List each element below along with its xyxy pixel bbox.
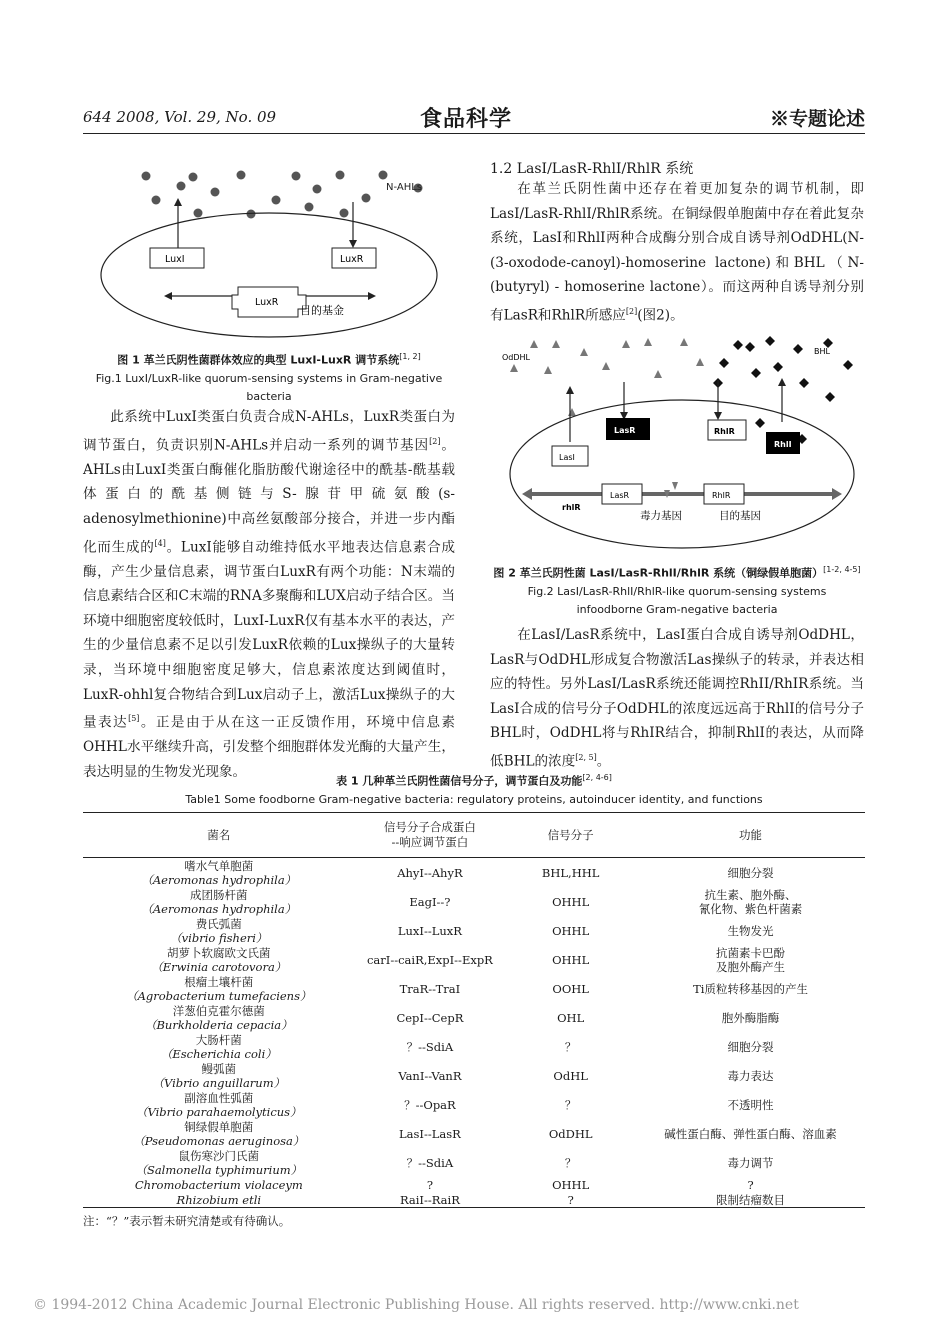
table-header-row [83,813,865,858]
table-note: 注：“？”表示暂未研究清楚或有待确认。 [83,1214,291,1228]
function-cell: 细胞分裂 [727,865,774,880]
luxr-label: LuxR [340,254,364,265]
table-row [83,1119,865,1148]
fig2-caption-ref: [1-2, 4-5] [823,565,861,574]
luxr-operon-label: LuxR [255,297,279,308]
protein-cell: ? [426,1177,433,1192]
species-cell: Rhizobium etli [83,1192,355,1208]
header-protein: 信号分子合成蛋白 --响应调节蛋白 [355,813,506,858]
function-cell: 细胞分裂 [727,1039,774,1054]
species-cell: Chromobacterium violaceym [134,1177,303,1192]
species-cell: 根瘤土壤杆菌 （Agrobacterium tumefaciens） [126,974,312,1003]
table-row [83,887,865,916]
function-cell: 胞外酶脂酶 [721,1010,780,1025]
signal-cell: OHHL [552,894,590,909]
bhl-label: BHL [814,347,830,356]
fig2-caption-cn: 图 2 革兰氏阴性菌 LasI/LasR-RhlI/RhlR 系统（铜绿假单胞菌） [493,566,824,580]
table-row [83,945,865,974]
species-cell: 胡萝卜软腐欧文氏菌 （Erwinia carotovora） [151,945,287,974]
species-cell: 大肠杆菌 （Escherichia coli） [160,1032,277,1061]
fig1-caption-cn: 图 1 革兰氏阴性菌群体效应的典型 LuxI-LuxR 调节系统 [117,353,400,367]
function-cell: 生物发光 [727,923,774,938]
oddhl-label: OdDHL [502,353,531,362]
toxin-genes-label: 毒力基因 [640,510,682,522]
species-cell: 铜绿假单胞菌 （Pseudomonas aeruginosa） [133,1119,305,1148]
signal-cell: ? [505,1192,636,1208]
function-cell: 不透明性 [727,1097,774,1112]
lasr-gene-label: LasR [610,491,630,500]
protein-cell: ？--OpaR [404,1097,456,1112]
cell-membrane [101,213,437,337]
rhlr-box-label: RhlR [714,427,735,436]
table-row [83,858,865,888]
signal-cell: OHL [557,1010,585,1025]
left-paragraph: 此系统中LuxI类蛋白负责合成N-AHLs，LuxR类蛋白为调节蛋白，负责识别N-AHLs并启动一系列的调节基因[2]。AHLs由LuxI类蛋白酶催化脂肪酸代谢途径中的酰基-酰基载体蛋白的酰基侧链与S-腺苷甲硫氨酸(s-adenosylmethionine)中高丝氨酸部分接合，并进一步内酯化而生成的[4]。LuxI能够自动维持低水平地表达信息素合成酶，产生少量信息素，调节蛋白LuxR有两个功能：N末端的信息素结合区和C末端的RNA多聚酶和LUX启动子结合区。当环境中细胞密度较低时，LuxI-LuxR仅有基本水平的表达，产生的少量信息素不足以引发LuxR依赖的Lux操纵子的大量转录，当环境中细胞密度足够大，信息素浓度达到阈值时，LuxR-ohhl复合物结合到Lux启动子上，激活Lux操纵子的大量表达[5]。正是由于从在这一正反馈作用，环境中信息素OHHL水平继续升高，引发整个细胞群体发光酶的大量产生，表达明显的生物发光现象。 [83,409,456,780]
table-row [83,1003,865,1032]
table-row [83,1148,865,1177]
protein-cell: LasI--LasR [399,1126,461,1141]
species-cell: 鳗弧菌 （Vibrio anguillarum） [152,1061,286,1090]
protein-cell: CepI--CepR [396,1010,464,1025]
function-cell: 抗菌素卡巴酚 及胞外酶产生 [716,945,786,974]
figure-1-diagram [90,150,460,350]
signal-cell: OOHL [552,981,589,996]
table-row [83,1177,865,1192]
signal-cell: OHHL [552,952,590,967]
header-signal: 信号分子 [505,813,636,858]
target-genes-label: 目的基金 [300,304,344,317]
signal-cell: ？ [564,1097,577,1112]
function-cell: ? [747,1177,754,1192]
table-1-title: 表 1 几种革兰氏阴性菌信号分子，调节蛋白及功能[2, 4-6] Table1 Some foodborne Gram-negative bacteria: regulatory proteins, autoinducer identity, and functions [185,773,763,806]
copyright-footer: © 1994-2012 China Academic Journal Electronic Publishing House. All rights reserved. http://www.cnki.net [33,1297,799,1313]
protein-cell: ？--SdiA [406,1155,454,1170]
figure-2-diagram [492,322,864,552]
journal-logo: 食品科学 [420,107,513,132]
protein-cell: TraR--TraI [399,981,461,996]
cell-membrane-2 [510,400,854,548]
page-header-volume: 644 2008, Vol. 29, No. 09 [83,108,277,126]
signal-cell: ？ [564,1155,577,1170]
protein-cell: RaiI--RaiR [355,1192,506,1208]
nahls-label: N-AHLs [386,182,423,193]
signal-cell: OdHL [553,1068,588,1083]
fig1-caption-en-2: bacteria [246,389,292,403]
species-cell: 嗜水气单胞菌 （Aeromonas hydrophila） [141,858,297,887]
table-row [83,974,865,1003]
species-cell: 成团肠杆菌 （Aeromonas hydrophila） [141,887,297,916]
function-cell: 限制结瘤数目 [636,1192,865,1208]
protein-cell: VanI--VanR [398,1068,462,1083]
section-label: ※专题论述 [769,108,865,130]
nahl-dots [142,171,423,219]
table-row [83,916,865,945]
figure-1-caption [83,348,455,406]
section-heading: 1.2 LasI/LasR-RhlI/RhlR 系统 [490,161,694,177]
lasi-label: LasI [559,453,575,462]
header-rule [83,133,865,134]
figure-2-caption [490,561,864,619]
signal-cell: BHL,HHL [541,865,600,880]
table-row [83,1061,865,1090]
header-species: 菌名 [83,813,355,858]
protein-cell: LuxI--LuxR [397,923,462,938]
signal-cell: ？ [564,1039,577,1054]
protein-cell: carI--caiR,ExpI--ExpR [366,952,493,967]
table-1 [83,812,865,1208]
function-cell: 抗生素、胞外酶、 氰化物、紫色杆菌素 [698,887,803,916]
lasr-black-label: LasR [614,426,636,435]
species-cell: 鼠伤寒沙门氏菌 （Salmonella typhimurium） [135,1148,303,1177]
fig2-caption-en-2: infoodborne Gram-negative bacteria [576,602,778,616]
function-cell: 碱性蛋白酶、弹性蛋白酶、溶血素 [664,1126,837,1141]
signal-cell: OHHL [552,923,590,938]
function-cell: 毒力调节 [727,1155,774,1170]
rhlr-gene-label: RhlR [712,491,731,500]
target-genes-label-2: 目的基因 [719,510,761,522]
rhli-black-label: RhlI [774,440,792,449]
protein-cell: AhyI--AhyR [397,865,463,880]
fig2-caption-en-1: Fig.2 LasI/LasR-RhlI/RhlR-like quorum-sensing systems [527,584,827,598]
luxi-label: LuxI [165,254,185,265]
table-row [83,1090,865,1119]
species-cell: 洋葱伯克霍尔德菌 （Burkholderia cepacia） [144,1003,293,1032]
species-cell: 副溶血性弧菌 （Vibrio parahaemolyticus） [136,1090,302,1119]
species-cell: 费氏弧菌 （vibrio fisheri） [170,916,268,945]
oddhl-triangles [510,338,704,416]
header-function: 功能 [636,813,865,858]
signal-cell: OdDHL [548,1126,593,1141]
right-paragraph-1: 在革兰氏阴性菌中还存在着更加复杂的调节机制，即LasI/LasR-RhlI/RhlR系统。在铜绿假单胞菌中存在着此复杂系统，LasI和RhlI两种合成酶分别合成自诱导剂OdDHL(N-(3-oxodode-canoyl)-homoserine lactone)和BHL（N-(butyryl) - homoserine lactone）。而这两种自诱导剂分别有LasR和RhlR所感应[2](图2)。 [490,181,864,324]
right-paragraph-2: 在LasI/LasR系统中，LasI蛋白合成自诱导剂OdDHL，LasR与OdDHL形成复合物激活Las操纵子的转录，并表达相应的特性。另外LasI/LasR系统还能调控RhII/RhIR系统。当LasI合成的信号分子OdDHL的浓度远远高于RhlI的信号分子BHL时，OdDHL将与RhIR结合，抑制RhlI的表达，从而降低BHL的浓度[2, 5]。 [490,627,864,770]
fig1-caption-ref: [1, 2] [399,352,421,361]
signal-cell: OHHL [552,1177,590,1192]
table-row [83,1032,865,1061]
table-row [83,1192,865,1208]
rhlr-low-label: rhlR [562,503,581,512]
protein-cell: ？--SdiA [406,1039,454,1054]
protein-cell: EagI--? [409,894,451,909]
function-cell: Ti质粒转移基因的产生 [693,981,808,996]
function-cell: 毒力表达 [727,1068,774,1083]
fig1-caption-en-1: Fig.1 LuxI/LuxR-like quorum-sensing systems in Gram-negative [95,371,443,385]
